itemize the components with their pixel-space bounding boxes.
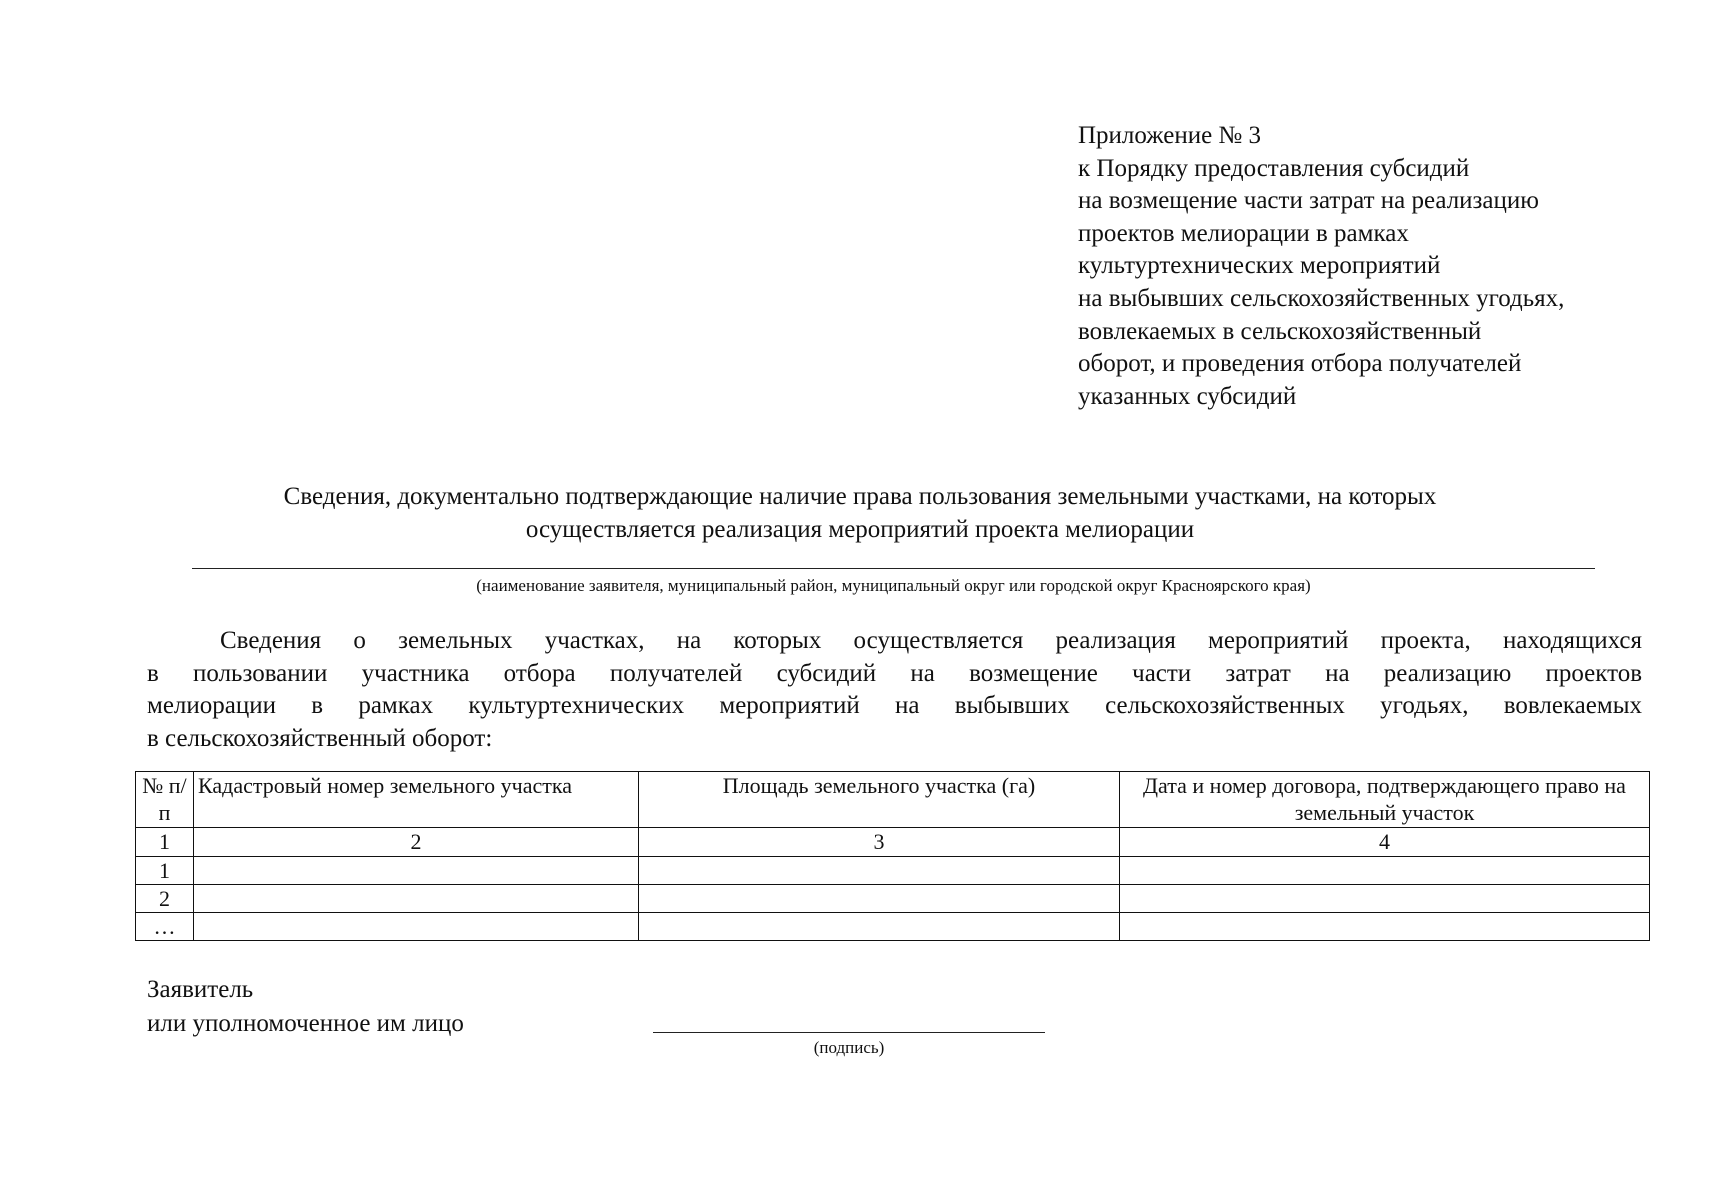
appendix-line: проектов мелиорации в рамках: [1078, 219, 1409, 247]
table-row: [136, 857, 1650, 885]
table-header-row: [136, 772, 1650, 828]
row-number: 1: [136, 857, 194, 885]
appendix-line: Приложение № 3: [1078, 122, 1262, 149]
appendix-line: на выбывших сельскохозяйственных угодьях,: [1078, 284, 1565, 312]
appendix-line: на возмещение части затрат на реализацию: [1078, 187, 1539, 215]
signature-field-line[interactable]: [653, 1032, 1045, 1033]
table-row: [136, 885, 1650, 913]
signer-line-2: или уполномоченное им лицо: [147, 1010, 464, 1037]
plot-area-cell[interactable]: [639, 885, 1120, 913]
header-cadastral-number: Кадастровый номер земельного участка: [194, 772, 639, 828]
applicant-name-field-line[interactable]: [192, 568, 1595, 569]
appendix-line: к Порядку предоставления субсидий: [1078, 154, 1470, 182]
contract-cell[interactable]: [1120, 857, 1650, 885]
paragraph-line: в сельскохозяйственный оборот:: [147, 724, 493, 752]
cadastral-number-cell[interactable]: [194, 857, 639, 885]
title-line-2: осуществляется реализация мероприятий проекта мелиорации: [525, 516, 1195, 543]
header-contract: Дата и номер договора, подтверждающего право на земельный участок: [1120, 772, 1650, 828]
land-plots-table: [135, 771, 1650, 941]
header-plot-area: Площадь земельного участка (га): [639, 772, 1120, 828]
table-row: [136, 913, 1650, 941]
title-line-1: Сведения, документально подтверждающие наличие права пользования земельными участками, на которых: [283, 483, 1437, 510]
signer-line-1: Заявитель: [147, 976, 254, 1003]
column-number: 3: [639, 828, 1120, 857]
paragraph-line: мелиорации в рамках культуртехнических мероприятий на выбывших сельскохозяйственных угодьях, вовлекаемых: [147, 692, 1642, 719]
header-number: № п/п: [136, 772, 194, 828]
appendix-block: [1078, 120, 1564, 413]
plot-area-cell[interactable]: [639, 857, 1120, 885]
column-number: 4: [1120, 828, 1650, 857]
plot-area-cell[interactable]: [639, 913, 1120, 941]
column-number: 1: [136, 828, 194, 857]
row-number: …: [136, 913, 194, 941]
contract-cell[interactable]: [1120, 913, 1650, 941]
appendix-line: культуртехнических мероприятий: [1078, 252, 1441, 280]
appendix-line: указанных субсидий: [1078, 382, 1297, 410]
column-number: 2: [194, 828, 639, 857]
appendix-line: вовлекаемых в сельскохозяйственный: [1078, 317, 1482, 345]
paragraph-line: в пользовании участника отбора получателей субсидий на возмещение части затрат на реализацию проектов: [147, 659, 1642, 687]
document-title: [160, 480, 1560, 546]
row-number: 2: [136, 885, 194, 913]
signer-label: [147, 973, 464, 1041]
paragraph-line: Сведения о земельных участках, на которых осуществляется реализация мероприятий проекта, находящихся: [220, 627, 1642, 654]
column-numbers-row: [136, 828, 1650, 857]
info-paragraph: [147, 625, 1642, 755]
applicant-field-caption: (наименование заявителя, муниципальный район, муниципальный округ или городской округ Красноярского края): [476, 576, 1311, 595]
cadastral-number-cell[interactable]: [194, 913, 639, 941]
appendix-line: оборот, и проведения отбора получателей: [1078, 350, 1522, 378]
cadastral-number-cell[interactable]: [194, 885, 639, 913]
contract-cell[interactable]: [1120, 885, 1650, 913]
signature-caption: (подпись): [813, 1038, 885, 1057]
